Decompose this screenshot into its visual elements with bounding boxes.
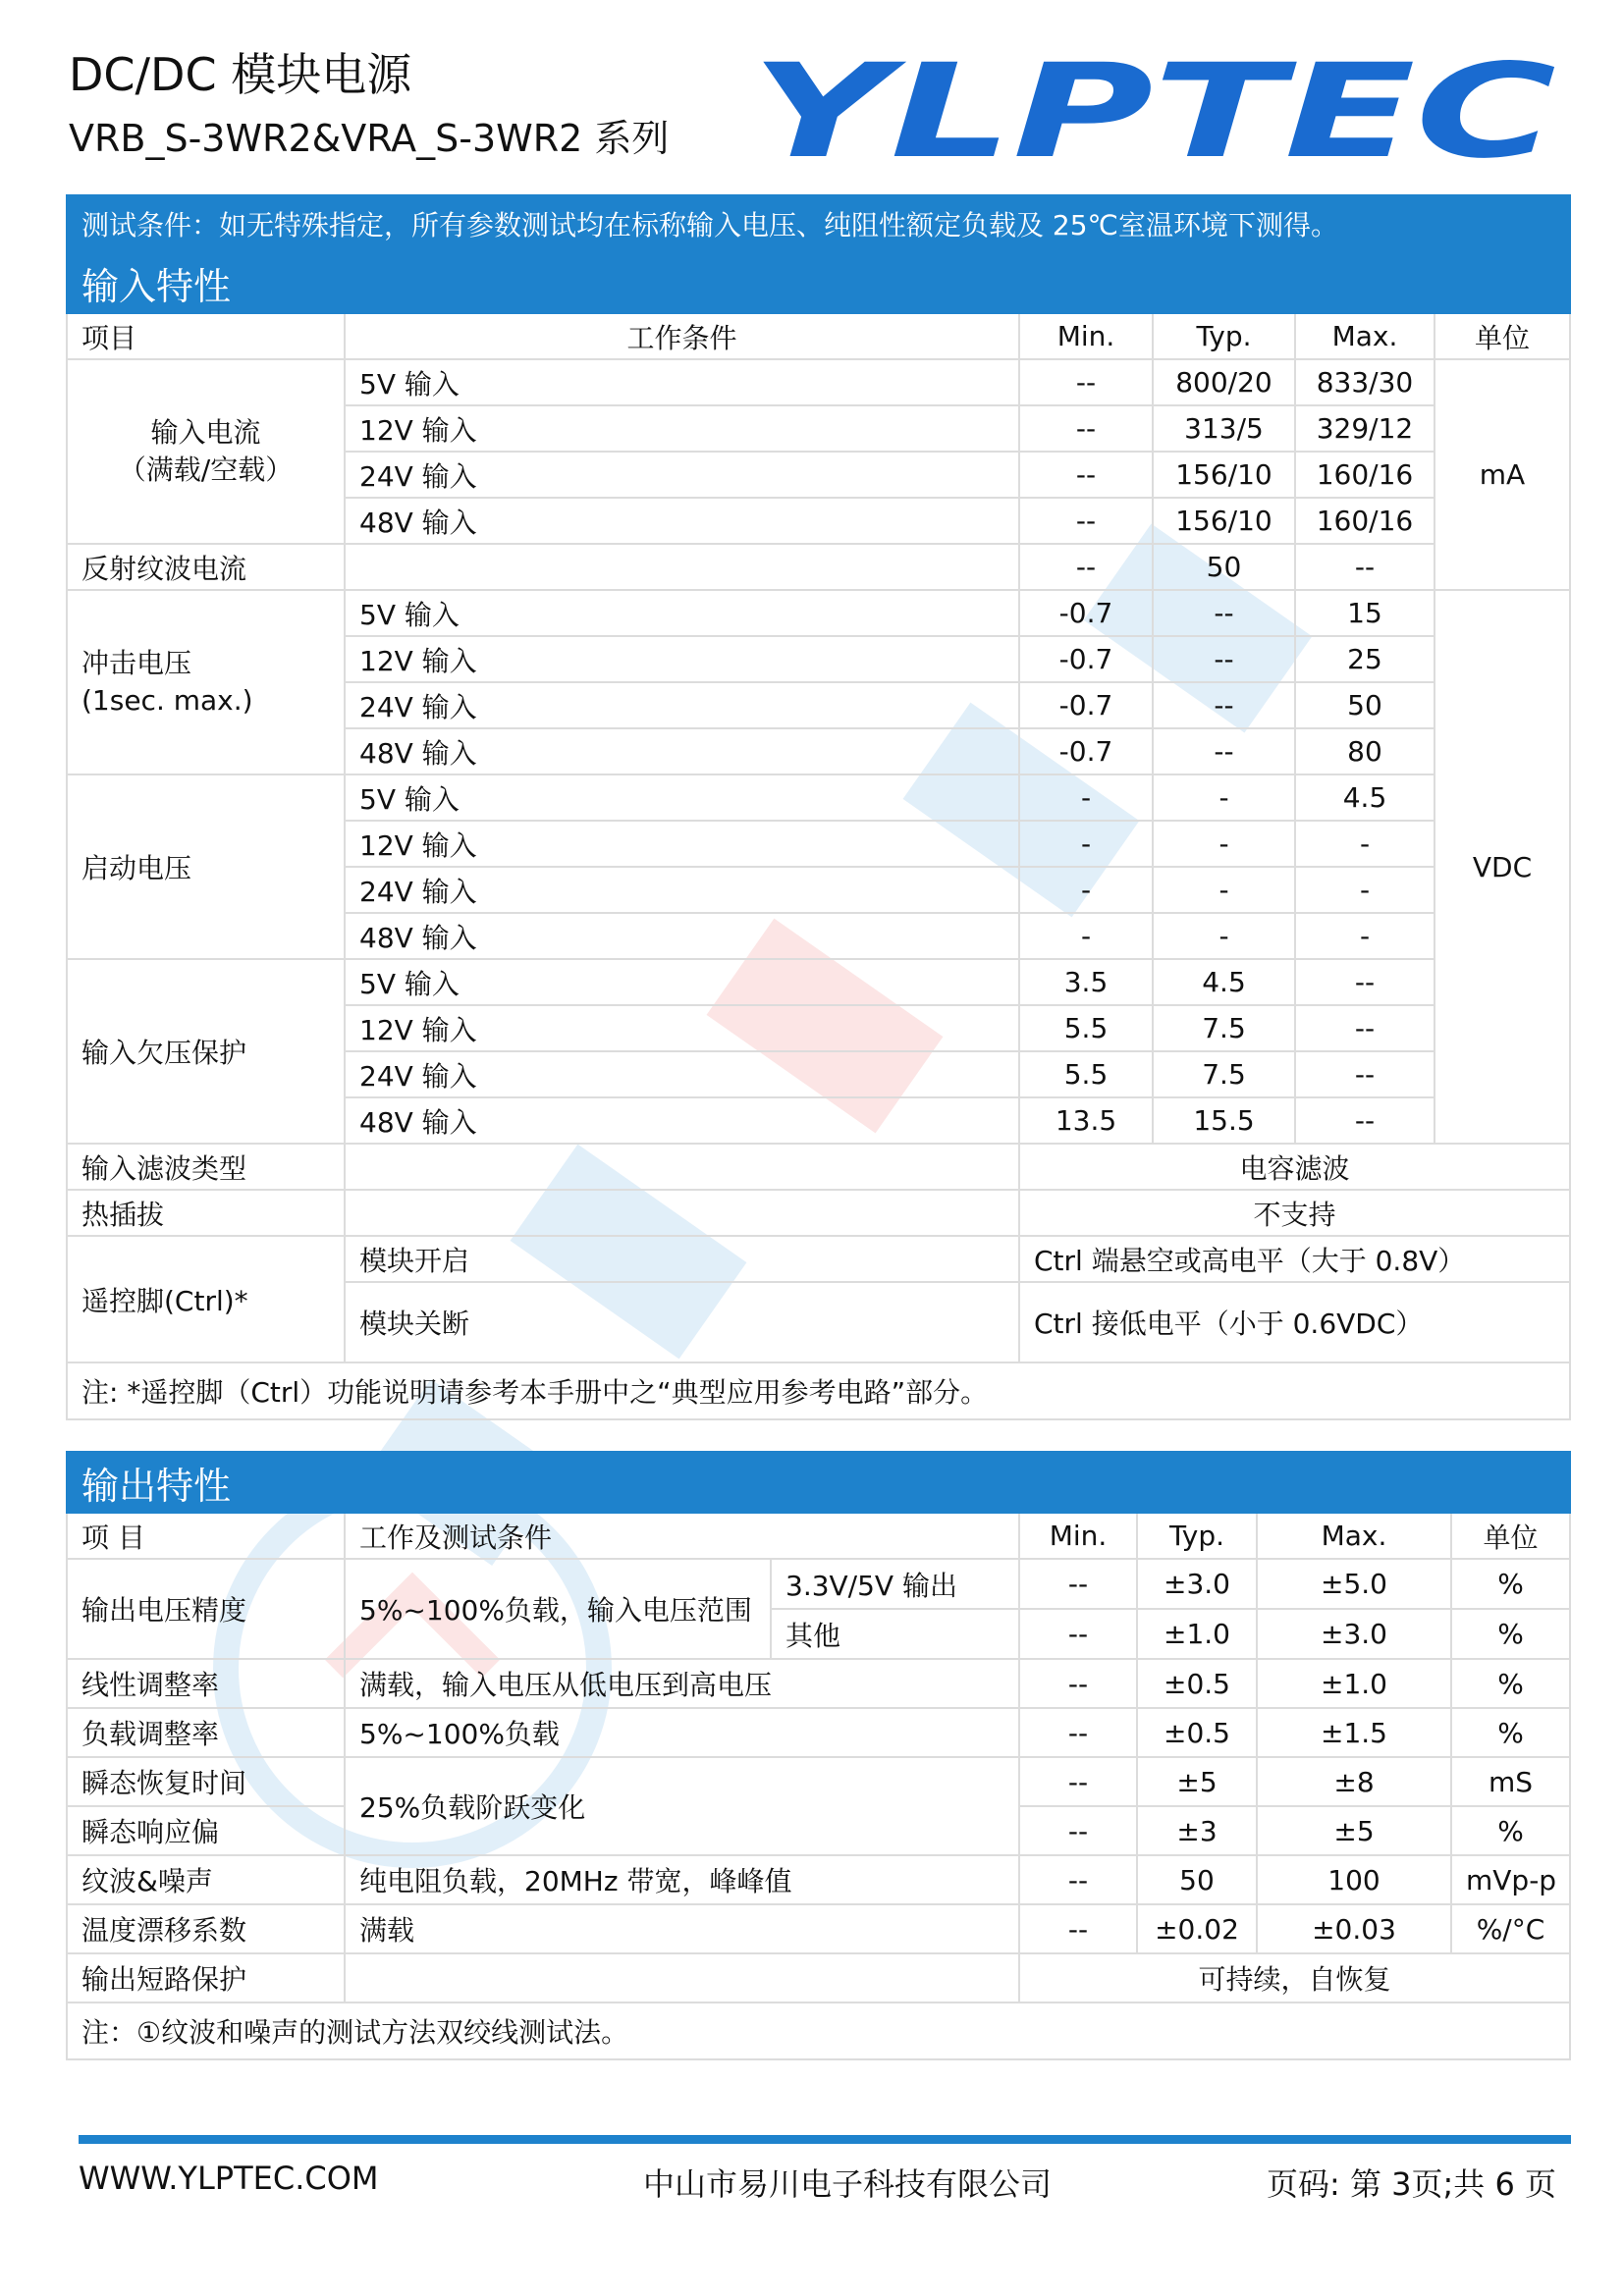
condition-cell: 5V 输入 <box>345 359 1019 405</box>
typ-cell: 15.5 <box>1153 1097 1295 1144</box>
output-header-row <box>67 1513 1570 1559</box>
max-cell: 833/30 <box>1295 359 1435 405</box>
sub-condition-cell: 3.3V/5V 输出 <box>771 1559 1019 1609</box>
min-cell: -- <box>1019 405 1153 452</box>
input-header-row <box>67 313 1570 359</box>
typ-cell: 156/10 <box>1153 498 1295 544</box>
unit-cell: %/°C <box>1451 1904 1570 1953</box>
col-header-max: Max. <box>1295 313 1435 359</box>
condition-cell: 24V 输入 <box>345 682 1019 728</box>
ctrl-label: 遥控脚(Ctrl)* <box>67 1236 345 1362</box>
typ-cell: 7.5 <box>1153 1051 1295 1097</box>
input-note: 注: *遥控脚（Ctrl）功能说明请参考本手册中之“典型应用参考电路”部分。 <box>67 1362 1570 1419</box>
typ-cell: ±0.5 <box>1137 1659 1257 1708</box>
max-cell: 329/12 <box>1295 405 1435 452</box>
min-cell: -- <box>1019 498 1153 544</box>
condition-cell <box>345 1953 1019 2002</box>
ctrl-on-value: Ctrl 端悬空或高电平（大于 0.8V） <box>1019 1236 1570 1282</box>
table-row <box>67 1708 1570 1757</box>
typ-cell: ±0.02 <box>1137 1904 1257 1953</box>
condition-cell: 24V 输入 <box>345 1051 1019 1097</box>
input-section-title: 输入特性 <box>67 252 1570 313</box>
col-header-min: Min. <box>1019 313 1153 359</box>
load-reg-label: 负载调整率 <box>67 1708 345 1757</box>
output-spec-table <box>66 1451 1571 2060</box>
min-cell: -- <box>1019 544 1153 590</box>
label-line: (1sec. max.) <box>81 684 253 717</box>
min-cell: -- <box>1019 1806 1137 1855</box>
ctrl-off-value: Ctrl 接低电平（小于 0.6VDC） <box>1019 1282 1570 1362</box>
table-row <box>67 959 1570 1005</box>
max-cell: 15 <box>1295 590 1435 636</box>
col-header-unit: 单位 <box>1435 313 1570 359</box>
min-cell: -- <box>1019 1904 1137 1953</box>
max-cell: 100 <box>1257 1855 1451 1904</box>
max-cell: -- <box>1295 1051 1435 1097</box>
table-row <box>67 1559 1570 1609</box>
condition-cell <box>345 544 1019 590</box>
max-cell: ±1.0 <box>1257 1659 1451 1708</box>
accuracy-label: 输出电压精度 <box>67 1559 345 1659</box>
max-cell: -- <box>1295 1005 1435 1051</box>
table-row <box>67 1659 1570 1708</box>
min-cell: -0.7 <box>1019 590 1153 636</box>
response-label: 瞬态响应偏 <box>67 1806 345 1855</box>
min-cell: -0.7 <box>1019 636 1153 682</box>
min-cell: - <box>1019 867 1153 913</box>
typ-cell: ±0.5 <box>1137 1708 1257 1757</box>
ctrl-on-condition: 模块开启 <box>345 1236 1019 1282</box>
min-cell: -- <box>1019 1559 1137 1609</box>
max-cell: 80 <box>1295 728 1435 774</box>
min-cell: -- <box>1019 1609 1137 1659</box>
min-cell: - <box>1019 774 1153 821</box>
col-header-unit: 单位 <box>1451 1513 1570 1559</box>
typ-cell: ±3.0 <box>1137 1559 1257 1609</box>
table-row <box>67 590 1570 636</box>
condition-cell <box>345 1190 1019 1236</box>
table-row <box>67 544 1570 590</box>
table-row <box>67 1757 1570 1806</box>
surge-voltage-label <box>67 590 345 774</box>
typ-cell: 313/5 <box>1153 405 1295 452</box>
max-cell: ±5 <box>1257 1806 1451 1855</box>
typ-cell: -- <box>1153 728 1295 774</box>
document-subtitle: VRB_S-3WR2&VRA_S-3WR2 系列 <box>69 117 670 160</box>
condition-cell: 48V 输入 <box>345 498 1019 544</box>
test-conditions: 测试条件：如无特殊指定，所有参数测试均在标称输入电压、纯阻性额定负载及 25℃室温环境下测得。 <box>67 195 1570 252</box>
line-reg-label: 线性调整率 <box>67 1659 345 1708</box>
condition-cell: 5V 输入 <box>345 959 1019 1005</box>
max-cell: ±8 <box>1257 1757 1451 1806</box>
typ-cell: - <box>1153 867 1295 913</box>
recovery-label: 瞬态恢复时间 <box>67 1757 345 1806</box>
output-section-title: 输出特性 <box>67 1452 1570 1513</box>
typ-cell: 156/10 <box>1153 452 1295 498</box>
max-cell: - <box>1295 821 1435 867</box>
hotplug-value: 不支持 <box>1019 1190 1570 1236</box>
condition-cell <box>345 1144 1019 1190</box>
filter-type-value: 电容滤波 <box>1019 1144 1570 1190</box>
table-row <box>67 1190 1570 1236</box>
condition-cell: 12V 输入 <box>345 1005 1019 1051</box>
typ-cell: 50 <box>1153 544 1295 590</box>
max-cell: -- <box>1295 544 1435 590</box>
condition-cell: 48V 输入 <box>345 913 1019 959</box>
table-row <box>67 1953 1570 2002</box>
document-title: DC/DC 模块电源 <box>69 48 412 101</box>
unit-cell: % <box>1451 1806 1570 1855</box>
typ-cell: - <box>1153 913 1295 959</box>
col-header-min: Min. <box>1019 1513 1137 1559</box>
typ-cell: -- <box>1153 590 1295 636</box>
unit-cell: VDC <box>1435 590 1570 1144</box>
typ-cell: ±1.0 <box>1137 1609 1257 1659</box>
col-header-condition: 工作及测试条件 <box>345 1513 1019 1559</box>
condition-cell: 5V 输入 <box>345 774 1019 821</box>
condition-cell: 12V 输入 <box>345 405 1019 452</box>
max-cell: 50 <box>1295 682 1435 728</box>
table-row <box>67 1904 1570 1953</box>
short-circuit-label: 输出短路保护 <box>67 1953 345 2002</box>
table-row <box>67 1144 1570 1190</box>
temp-coef-label: 温度漂移系数 <box>67 1904 345 1953</box>
unit-cell: % <box>1451 1708 1570 1757</box>
min-cell: -- <box>1019 1708 1137 1757</box>
min-cell: -0.7 <box>1019 682 1153 728</box>
max-cell: - <box>1295 867 1435 913</box>
min-cell: 5.5 <box>1019 1005 1153 1051</box>
min-cell: - <box>1019 821 1153 867</box>
condition-cell: 24V 输入 <box>345 452 1019 498</box>
unit-cell: mA <box>1435 359 1570 590</box>
condition-cell: 满载 <box>345 1904 1019 1953</box>
condition-cell: 24V 输入 <box>345 867 1019 913</box>
footer-company: 中山市易川电子科技有限公司 <box>643 2165 1053 2203</box>
transient-condition: 25%负载阶跃变化 <box>345 1757 1019 1855</box>
typ-cell: 50 <box>1137 1855 1257 1904</box>
col-header-item: 项 目 <box>67 1513 345 1559</box>
col-header-typ: Typ. <box>1137 1513 1257 1559</box>
condition-cell: 5V 输入 <box>345 590 1019 636</box>
footer-website: WWW.YLPTEC.COM <box>79 2160 379 2197</box>
typ-cell: 800/20 <box>1153 359 1295 405</box>
unit-cell: % <box>1451 1609 1570 1659</box>
table-row <box>67 1855 1570 1904</box>
table-row <box>67 1236 1570 1282</box>
startup-voltage-label: 启动电压 <box>67 774 345 959</box>
label-line: 输入电流 <box>150 416 261 449</box>
min-cell: - <box>1019 913 1153 959</box>
min-cell: -0.7 <box>1019 728 1153 774</box>
min-cell: -- <box>1019 1757 1137 1806</box>
max-cell: 25 <box>1295 636 1435 682</box>
ripple-noise-label: 纹波&噪声 <box>67 1855 345 1904</box>
ripple-current-label: 反射纹波电流 <box>67 544 345 590</box>
unit-cell: mS <box>1451 1757 1570 1806</box>
condition-cell: 纯电阻负载，20MHz 带宽，峰峰值 <box>345 1855 1019 1904</box>
short-circuit-value: 可持续，自恢复 <box>1019 1953 1570 2002</box>
typ-cell: - <box>1153 774 1295 821</box>
max-cell: ±5.0 <box>1257 1559 1451 1609</box>
min-cell: 5.5 <box>1019 1051 1153 1097</box>
unit-cell: % <box>1451 1559 1570 1609</box>
uvp-label: 输入欠压保护 <box>67 959 345 1144</box>
typ-cell: ±3 <box>1137 1806 1257 1855</box>
max-cell: 4.5 <box>1295 774 1435 821</box>
ctrl-off-condition: 模块关断 <box>345 1282 1019 1362</box>
footer-page-number: 页码: 第 3页;共 6 页 <box>1267 2165 1556 2203</box>
max-cell: ±1.5 <box>1257 1708 1451 1757</box>
max-cell: -- <box>1295 1097 1435 1144</box>
condition-cell: 12V 输入 <box>345 636 1019 682</box>
typ-cell: -- <box>1153 682 1295 728</box>
output-note: 注：①纹波和噪声的测试方法双绞线测试法。 <box>67 2002 1570 2059</box>
filter-type-label: 输入滤波类型 <box>67 1144 345 1190</box>
typ-cell: 7.5 <box>1153 1005 1295 1051</box>
label-line: 冲击电压 <box>81 647 192 679</box>
accuracy-condition: 5%~100%负载，输入电压范围 <box>345 1559 771 1659</box>
logo-text: YLPTEC <box>751 54 1556 167</box>
typ-cell: 4.5 <box>1153 959 1295 1005</box>
max-cell: ±0.03 <box>1257 1904 1451 1953</box>
condition-cell: 5%~100%负载 <box>345 1708 1019 1757</box>
table-row <box>67 359 1570 405</box>
hotplug-label: 热插拔 <box>67 1190 345 1236</box>
unit-cell: mVp-p <box>1451 1855 1570 1904</box>
max-cell: 160/16 <box>1295 452 1435 498</box>
min-cell: -- <box>1019 452 1153 498</box>
col-header-typ: Typ. <box>1153 313 1295 359</box>
min-cell: -- <box>1019 359 1153 405</box>
condition-cell: 48V 输入 <box>345 1097 1019 1144</box>
footer-divider <box>79 2135 1571 2144</box>
min-cell: 13.5 <box>1019 1097 1153 1144</box>
max-cell: - <box>1295 913 1435 959</box>
table-row <box>67 774 1570 821</box>
condition-cell: 48V 输入 <box>345 728 1019 774</box>
max-cell: ±3.0 <box>1257 1609 1451 1659</box>
typ-cell: ±5 <box>1137 1757 1257 1806</box>
input-spec-table <box>66 194 1571 1420</box>
min-cell: -- <box>1019 1855 1137 1904</box>
ylptec-logo <box>746 54 1561 167</box>
col-header-max: Max. <box>1257 1513 1451 1559</box>
col-header-condition: 工作条件 <box>345 313 1019 359</box>
label-line: （满载/空载） <box>118 454 294 486</box>
min-cell: 3.5 <box>1019 959 1153 1005</box>
input-current-label <box>67 359 345 544</box>
min-cell: -- <box>1019 1659 1137 1708</box>
unit-cell: % <box>1451 1659 1570 1708</box>
condition-cell: 12V 输入 <box>345 821 1019 867</box>
sub-condition-cell: 其他 <box>771 1609 1019 1659</box>
max-cell: -- <box>1295 959 1435 1005</box>
max-cell: 160/16 <box>1295 498 1435 544</box>
col-header-item: 项目 <box>67 313 345 359</box>
typ-cell: - <box>1153 821 1295 867</box>
condition-cell: 满载，输入电压从低电压到高电压 <box>345 1659 1019 1708</box>
typ-cell: -- <box>1153 636 1295 682</box>
